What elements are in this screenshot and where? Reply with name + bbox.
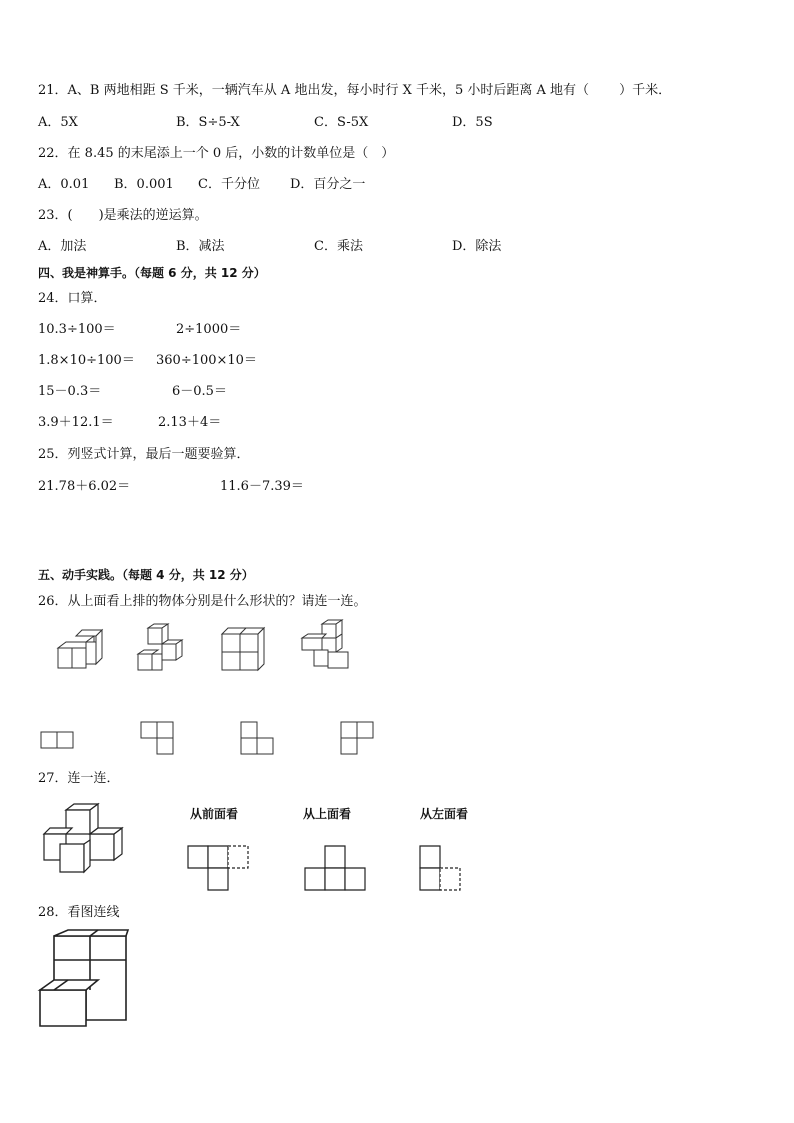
q25-item: 21.78＋6.02＝: [38, 479, 131, 494]
q27-solid: [42, 802, 134, 874]
q24-item: 2÷1000＝: [176, 322, 242, 337]
q27-stem: 27．连一连．: [38, 771, 120, 786]
q27-view-c: [418, 844, 464, 892]
q24-item: 2.13＋4＝: [158, 415, 222, 430]
q24-item: 6－0.5＝: [172, 384, 227, 399]
q24-item: 15－0.3＝: [38, 384, 102, 399]
q25-stem: 25．列竖式计算，最后一题要验算．: [38, 447, 250, 462]
q26-solid-4: [300, 620, 354, 672]
q28-stem: 28．看图连线: [38, 905, 120, 920]
q27-view-b: [303, 844, 369, 892]
q22-option-b[interactable]: B．0.001: [114, 177, 174, 192]
q22-stem: 22．在 8.45 的末尾添上一个 0 后，小数的计数单位是（ ）: [38, 146, 395, 161]
q28-solid: [38, 930, 132, 1028]
q27-label-top: 从上面看: [303, 807, 352, 821]
q26-solid-3: [220, 626, 268, 672]
q21-option-d[interactable]: D．5S: [452, 115, 493, 130]
q22-option-a[interactable]: A．0.01: [38, 177, 90, 192]
q21-stem: 21．A、B 两地相距 S 千米，一辆汽车从 A 地出发，每小时行 X 千米，5 小时后距离 A 地有（ ）千米．: [38, 83, 672, 98]
q24-stem: 24．口算．: [38, 291, 107, 306]
q26-view-3: [240, 720, 276, 758]
q27-view-a: [186, 844, 252, 892]
q26-view-1: [40, 730, 76, 750]
q21-option-b[interactable]: B．S÷5-X: [176, 115, 240, 130]
q23-stem: 23．( )是乘法的逆运算。: [38, 208, 208, 223]
q23-option-d[interactable]: D．除法: [452, 239, 502, 254]
q22-option-d[interactable]: D．百分之一: [290, 177, 366, 192]
q26-view-2: [140, 720, 176, 758]
q23-option-b[interactable]: B．减法: [176, 239, 225, 254]
q26-view-4: [340, 720, 376, 758]
q27-label-front: 从前面看: [190, 807, 239, 821]
section5-title: 五、动手实践。（每题 4 分，共 12 分）: [38, 568, 254, 582]
q24-item: 10.3÷100＝: [38, 322, 116, 337]
q26-solid-2: [136, 624, 188, 674]
q27-label-left: 从左面看: [420, 807, 469, 821]
q22-option-c[interactable]: C．千分位: [198, 177, 260, 192]
q21-option-a[interactable]: A．5X: [38, 115, 78, 130]
section4-title: 四、我是神算手。（每题 6 分，共 12 分）: [38, 266, 266, 280]
q24-item: 3.9＋12.1＝: [38, 415, 114, 430]
q24-item: 1.8×10÷100＝: [38, 353, 135, 368]
q23-option-c[interactable]: C．乘法: [314, 239, 363, 254]
q26-stem: 26．从上面看上排的物体分别是什么形状的？请连一连。: [38, 594, 367, 609]
q24-item: 360÷100×10＝: [156, 353, 257, 368]
q26-solid-1: [56, 630, 106, 672]
q21-option-c[interactable]: C．S-5X: [314, 115, 369, 130]
q25-item: 11.6－7.39＝: [220, 479, 304, 494]
q23-option-a[interactable]: A．加法: [38, 239, 87, 254]
